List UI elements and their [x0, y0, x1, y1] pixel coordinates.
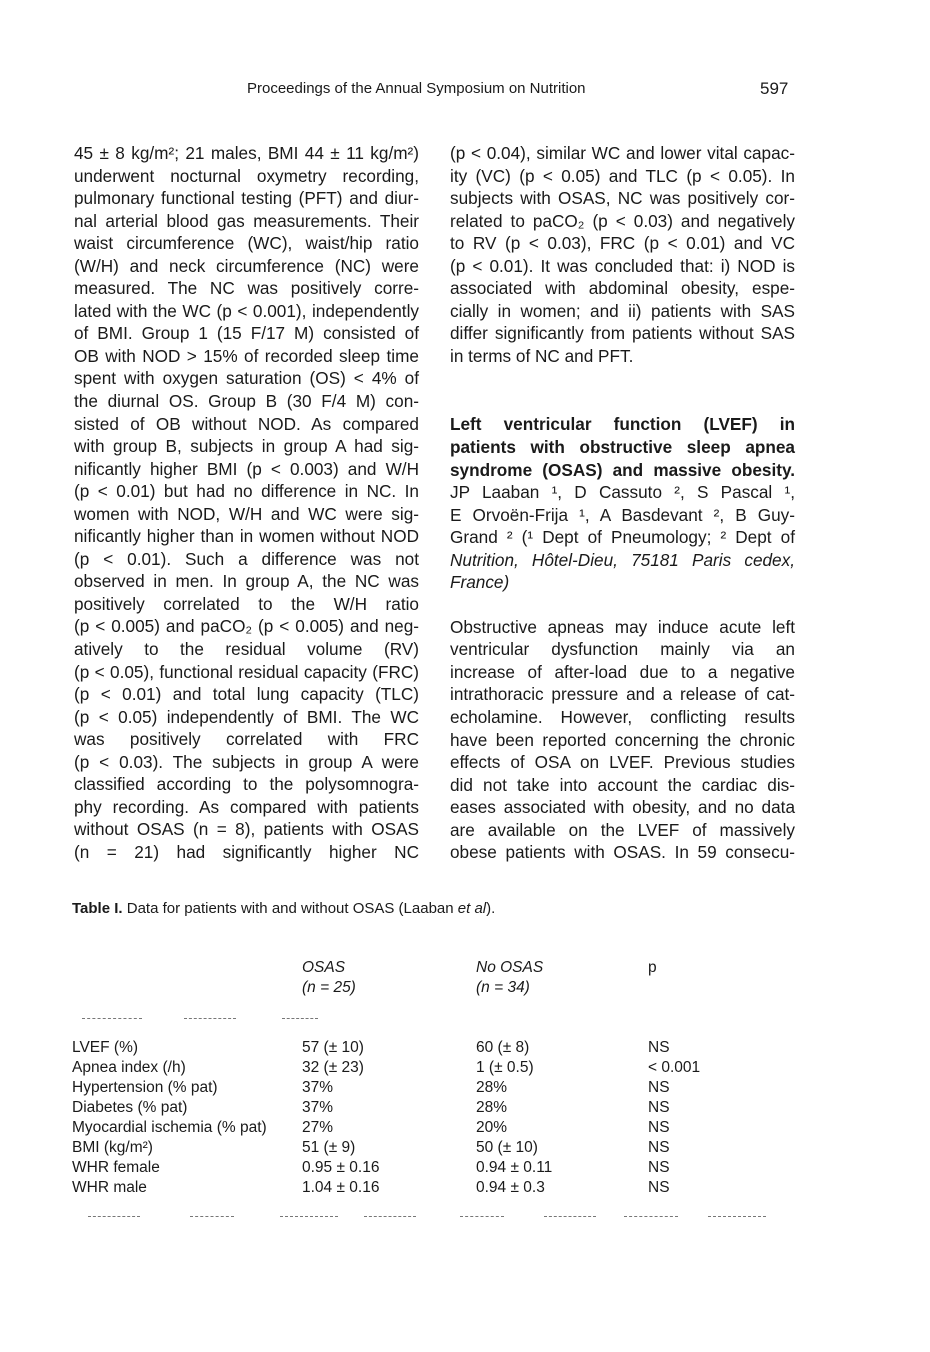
running-header [0, 80, 930, 104]
abstract-title-line: patients with obstructive sleep apnea [450, 437, 795, 458]
bottom-rule [88, 1216, 140, 1217]
abstract-conclusion [450, 142, 795, 367]
text-line: are available on the LVEF of massively [450, 819, 795, 840]
text-line: phy recording. As compared with patients [74, 796, 419, 817]
bottom-rule [190, 1216, 234, 1217]
row-label: Hypertension (% pat) [72, 1079, 218, 1096]
cell-no-osas: 1 (± 0.5) [476, 1059, 534, 1076]
table-row [72, 1178, 792, 1198]
table-caption-text: Data for patients with and without OSAS (Laaban [126, 900, 458, 917]
abstract-heading [450, 413, 795, 593]
col-header-p [648, 958, 657, 978]
text-line: (p < 0.01). It was concluded that: i) NOD is [450, 255, 795, 276]
text-line: spent with oxygen saturation (OS) < 4% of [74, 368, 419, 389]
row-label: Apnea index (/h) [72, 1059, 186, 1076]
row-label: LVEF (%) [72, 1039, 139, 1056]
cell-p: NS [648, 1039, 670, 1056]
text-line: women with NOD, W/H and WC were sig- [74, 503, 419, 524]
affiliation-line: France) [450, 572, 510, 593]
table-caption-end: ). [486, 900, 496, 917]
text-line: echolamine. However, conflicting results [450, 707, 795, 728]
text-line: pulmonary functional testing (PFT) and diur- [74, 188, 419, 209]
row-label: Myocardial ischemia (% pat) [72, 1119, 267, 1136]
text-line: (p < 0.04), similar WC and lower vital capac- [450, 143, 795, 163]
col-header-osas [302, 958, 356, 998]
row-label: Diabetes (% pat) [72, 1099, 188, 1116]
text-line: in terms of NC and PFT. [450, 345, 634, 366]
text-line: 45 ± 8 kg/m²; 21 males, BMI 44 ± 11 kg/m²) [74, 143, 419, 163]
text-line: nificantly higher BMI (p < 0.003) and W/H [74, 458, 419, 479]
col-header-n: (n = 34) [476, 979, 530, 996]
cell-osas: 32 (± 23) [302, 1059, 364, 1076]
table-row [72, 1138, 792, 1158]
text-line: of BMI. Group 1 (15 F/17 M) consisted of [74, 323, 419, 344]
text-line: ventricular dysfunction mainly via an [450, 639, 795, 660]
text-line: (p < 0.01) but had no difference in NC. In [74, 481, 419, 502]
table-caption [72, 900, 495, 917]
text-line: increase of after-load due to a negative [450, 661, 795, 682]
cell-osas: 57 (± 10) [302, 1039, 364, 1056]
text-line: obese patients with OSAS. In 59 consecu- [450, 842, 795, 863]
text-line: OB with NOD > 15% of recorded sleep time [74, 345, 419, 366]
table-row [72, 1058, 792, 1078]
bottom-rule [544, 1216, 596, 1217]
row-label: BMI (kg/m²) [72, 1139, 153, 1156]
cell-p: < 0.001 [648, 1059, 701, 1076]
left-column [74, 142, 419, 864]
page-number: 597 [760, 79, 789, 98]
author-line: JP Laaban ¹, D Cassuto ², S Pascal ¹, [450, 482, 795, 503]
bottom-rule [280, 1216, 338, 1217]
text-line: (p < 0.03). The subjects in group A were [74, 751, 419, 772]
cell-p: NS [648, 1119, 670, 1136]
text-line: intrathoracic pressure and a release of cat- [450, 684, 795, 705]
cell-no-osas: 28% [476, 1079, 508, 1096]
table-caption-label: Table I. [72, 900, 123, 917]
cell-p: NS [648, 1099, 670, 1116]
author-line: E Orvoën-Frija ¹, A Basdevant ², B Guy- [450, 504, 795, 525]
table-caption-italic: et al [457, 900, 487, 917]
author-line: Grand ² (¹ Dept of Pneumology; ² Dept of [450, 527, 795, 548]
text-line: (W/H) and neck circumference (NC) were [74, 255, 419, 276]
cell-p: NS [648, 1079, 670, 1096]
table-row [72, 1158, 792, 1178]
text-line: (p < 0.01) and total lung capacity (TLC) [74, 684, 419, 705]
col-header-name: No OSAS [476, 959, 544, 976]
cell-osas: 0.95 ± 0.16 [302, 1159, 380, 1176]
text-line: observed in men. In group A, the NC was [74, 571, 419, 592]
bottom-rule [460, 1216, 504, 1217]
abstract-title-line: Left ventricular function (LVEF) in [450, 414, 795, 435]
header-rule [282, 1018, 318, 1019]
text-line: waist circumference (WC), waist/hip ratio [74, 233, 419, 254]
cell-no-osas: 28% [476, 1099, 508, 1116]
header-rule [82, 1018, 142, 1019]
row-label: WHR male [72, 1179, 147, 1196]
table-row [72, 1078, 792, 1098]
text-line: classified according to the polysomnogra- [74, 774, 419, 795]
affiliation-line: Nutrition, Hôtel-Dieu, 75181 Paris cedex, [450, 549, 795, 570]
cell-no-osas: 20% [476, 1119, 508, 1136]
bottom-rule [624, 1216, 678, 1217]
text-line: differ significantly from patients without SAS [450, 323, 795, 344]
text-line: related to paCO₂ (p < 0.03) and negatively [450, 210, 795, 231]
cell-osas: 51 (± 9) [302, 1139, 356, 1156]
header-rule [184, 1018, 236, 1019]
text-line: associated with abdominal obesity, espe- [450, 278, 795, 299]
cell-no-osas: 0.94 ± 0.11 [476, 1159, 553, 1176]
col-header-n: (n = 25) [302, 979, 356, 996]
text-line: nificantly higher than in women without NOD [74, 526, 419, 547]
text-line: (p < 0.005) and paCO₂ (p < 0.005) and neg- [74, 616, 419, 637]
text-line: nal arterial blood gas measurements. Their [74, 210, 419, 231]
text-line: effects of OSA on LVEF. Previous studies [450, 752, 795, 773]
text-line: the diurnal OS. Group B (30 F/4 M) con- [74, 391, 419, 412]
cell-no-osas: 60 (± 8) [476, 1039, 530, 1056]
text-line: have been reported concerning the chronic [450, 729, 795, 750]
text-line: cially in women; and ii) patients with SAS [450, 300, 795, 321]
text-line: (p < 0.01). Such a difference was not [74, 548, 419, 569]
cell-osas: 37% [302, 1099, 334, 1116]
col-header-no-osas [476, 958, 543, 998]
col-header-name: OSAS [302, 959, 346, 976]
bottom-rule [708, 1216, 766, 1217]
text-line: atively to the residual volume (RV) [74, 639, 419, 660]
text-line: lated with the WC (p < 0.001), independently [74, 300, 419, 321]
text-line: was positively correlated with FRC [74, 729, 419, 750]
table-row [72, 1118, 792, 1138]
bottom-rule [364, 1216, 416, 1217]
col-header-name: p [648, 959, 657, 976]
text-line: did not take into account the cardiac dis- [450, 774, 795, 795]
text-line: (p < 0.05), functional residual capacity (FRC) [74, 661, 419, 682]
text-line: with group B, subjects in group A had sig- [74, 436, 419, 457]
text-line: ity (VC) (p < 0.05) and TLC (p < 0.05). In [450, 165, 795, 186]
text-line: measured. The NC was positively corre- [74, 278, 419, 299]
running-title: Proceedings of the Annual Symposium on Nutrition [247, 80, 586, 97]
text-line: (n = 21) had significantly higher NC [74, 841, 419, 862]
text-line: underwent nocturnal oxymetry recording, [74, 165, 419, 186]
text-line: eases associated with obesity, and no data [450, 797, 795, 818]
table-row [72, 1098, 792, 1118]
text-line: (p < 0.05) independently of BMI. The WC [74, 706, 419, 727]
abstract-body [450, 616, 795, 864]
cell-osas: 1.04 ± 0.16 [302, 1179, 380, 1196]
text-line: to RV (p < 0.03), FRC (p < 0.01) and VC [450, 233, 795, 254]
cell-p: NS [648, 1139, 670, 1156]
abstract-continuation [74, 142, 419, 864]
abstract-title-line: syndrome (OSAS) and massive obesity. [450, 459, 795, 480]
cell-no-osas: 50 (± 10) [476, 1139, 538, 1156]
cell-p: NS [648, 1179, 670, 1196]
cell-osas: 27% [302, 1119, 334, 1136]
cell-no-osas: 0.94 ± 0.3 [476, 1179, 545, 1196]
text-line: positively correlated to the W/H ratio [74, 593, 419, 614]
table-row [72, 1038, 792, 1058]
text-line: without OSAS (n = 8), patients with OSAS [74, 819, 419, 840]
cell-osas: 37% [302, 1079, 334, 1096]
text-line: Obstructive apneas may induce acute left [450, 616, 795, 637]
row-label: WHR female [72, 1159, 160, 1176]
text-line: subjects with OSAS, NC was positively cor- [450, 188, 795, 209]
text-line: sisted of OB without NOD. As compared [74, 413, 419, 434]
cell-p: NS [648, 1159, 670, 1176]
right-column [450, 142, 795, 864]
